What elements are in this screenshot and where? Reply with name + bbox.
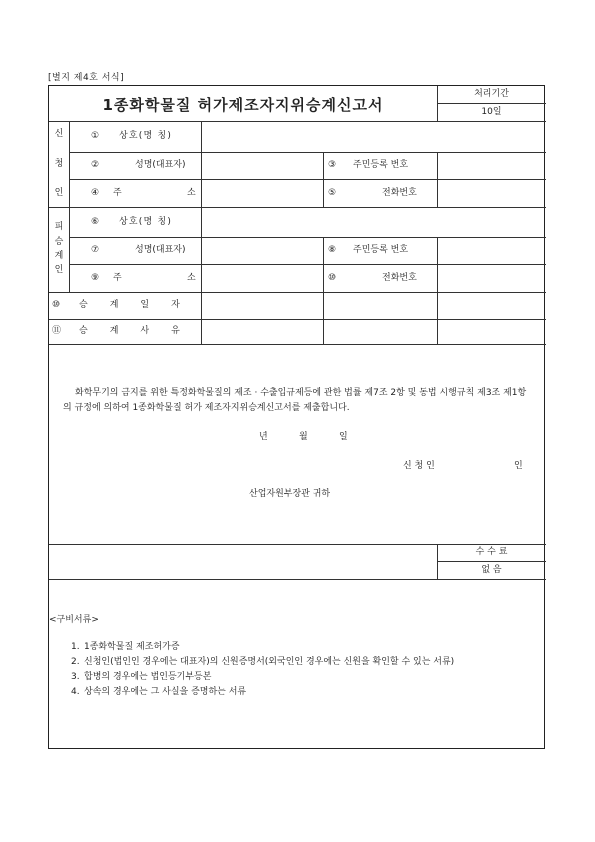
applicant-rep-field[interactable] [202,153,322,178]
list-item: 3. 합병의 경우에는 법인등기부등본 [71,672,212,682]
successor-addr-label-b: 소 [187,273,196,283]
successor-addr-label-a: 주 [113,273,122,283]
succession-reason-label: 승계사유 [79,326,202,336]
successor-rep-number: ⑦ [91,245,100,255]
required-documents-list [71,641,541,701]
successor-name-label: 상호(명 칭) [119,217,173,227]
applicant-name-label: 상호(명 칭) [119,131,173,141]
successor-phone-field[interactable] [438,265,545,291]
succession-date-field[interactable] [202,293,322,318]
form-number-label: [별지 제4호 서식] [48,73,125,83]
successor-side-char-1: 피 [54,222,64,232]
succession-reason-field[interactable] [202,320,545,343]
succession-date-number: ⑩ [52,300,61,310]
successor-name-number: ⑥ [91,217,100,227]
applicant-phone-field[interactable] [438,180,545,206]
succession-reason-number: ⑪ [52,326,62,336]
successor-phone-label: 전화번호 [382,273,417,283]
date-year-label: 년 [259,432,268,442]
applicant-side-char-1: 신 [54,129,64,139]
applicant-rep-label: 성명(대표자) [135,160,186,170]
fee-value: 없 음 [481,565,502,575]
declaration-form [48,85,545,749]
applicant-rrn-field[interactable] [438,153,545,178]
successor-addr-field[interactable] [202,265,322,291]
applicant-side-char-2: 청 [54,159,64,169]
successor-rrn-field[interactable] [438,238,545,263]
successor-side-char-4: 인 [54,265,64,275]
succession-date-label: 승계일자 [79,300,202,310]
applicant-phone-label: 전화번호 [382,188,417,198]
processing-period-value: 10일 [481,107,502,117]
applicant-addr-field[interactable] [202,180,322,206]
successor-rrn-number: ⑧ [328,245,337,255]
fee-label: 수 수 료 [475,547,508,557]
applicant-name-number: ① [91,131,100,141]
successor-rrn-label: 주민등록 번호 [353,245,409,255]
applicant-rep-number: ② [91,160,100,170]
form-title: 1종화학물질 허가제조자지위승계신고서 [102,96,384,114]
date-month-label: 월 [299,432,308,442]
applicant-addr-label-b: 소 [187,188,196,198]
successor-addr-number: ⑨ [91,273,100,283]
applicant-rrn-number: ③ [328,160,337,170]
successor-rep-label: 성명(대표자) [135,245,186,255]
list-item: 4. 상속의 경우에는 그 사실을 증명하는 서류 [71,687,247,697]
successor-side-char-2: 승 [54,237,64,247]
applicant-addr-label-a: 주 [113,188,122,198]
required-documents-title: <구비서류> [49,615,99,625]
applicant-phone-number: ⑤ [328,188,337,198]
successor-name-field[interactable] [202,208,545,236]
successor-rep-field[interactable] [202,238,322,263]
applicant-name-field[interactable] [202,122,545,151]
seal-label: 인 [514,461,523,471]
applicant-addr-number: ④ [91,188,100,198]
successor-side-char-3: 계 [54,251,64,261]
successor-phone-number: ⑩ [328,273,337,283]
date-day-label: 일 [339,432,348,442]
applicant-side-char-3: 인 [54,188,64,198]
recipient-label: 산업자원부장관 귀하 [249,489,331,499]
processing-period-label: 처리기간 [474,89,509,99]
list-item: 2. 신청인(법인인 경우에는 대표자)의 신원증명서(외국인인 경우에는 신원을 확인할 수 있는 서류) [71,657,455,667]
applicant-rrn-label: 주민등록 번호 [353,160,409,170]
declaration-statement: 화학무기의 금지를 위한 특정화학물질의 제조 · 수출입규제등에 관한 법률 제7조 2항 및 동법 시행규칙 제3조 제1항의 규정에 의하여 1종화학물질 허가 제조자지위승계신고서를 제출합니다. [63,388,527,413]
applicant-signature-label: 신 청 인 [403,461,435,471]
list-item: 1. 1종화학물질 제조허가증 [71,642,180,652]
